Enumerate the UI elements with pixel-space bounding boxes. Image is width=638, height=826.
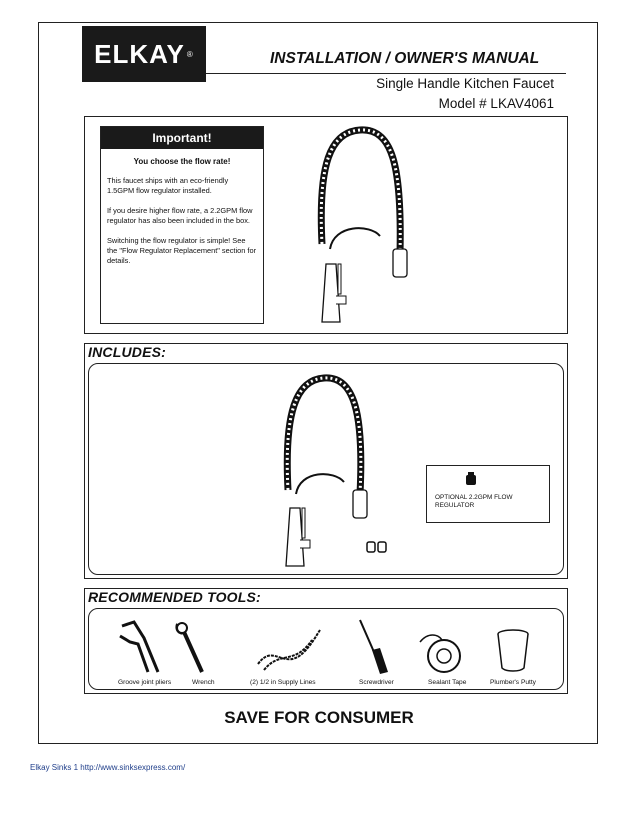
logo-text: ELKAY <box>94 38 185 69</box>
optional-regulator-box <box>426 465 550 523</box>
faucet-illustration <box>300 124 420 324</box>
plumbers-putty-icon <box>496 628 530 672</box>
optional-regulator-label: OPTIONAL 2.2GPM FLOW REGULATOR <box>435 494 513 509</box>
wrench-icon <box>174 620 206 676</box>
tool-label-wrench: Wrench <box>192 679 215 686</box>
tool-label-supply-lines: (2) 1/2 in Supply Lines <box>250 679 316 686</box>
sealant-tape-icon <box>418 630 464 674</box>
logo-mark: ® <box>186 49 194 59</box>
manual-title: INSTALLATION / OWNER'S MANUAL <box>270 50 540 67</box>
important-paragraph-3: Switching the flow regulator is simple! See the "Flow Regulator Replacement" section for details. <box>107 236 257 265</box>
faucet-illustration-included <box>268 372 378 568</box>
fittings-icon <box>366 540 388 554</box>
important-paragraph-1: This faucet ships with an eco-friendly 1.5GPM flow regulator installed. <box>107 176 229 195</box>
important-heading: Important! <box>101 127 263 149</box>
tool-label-plumbers-putty: Plumber's Putty <box>490 679 536 686</box>
elkay-logo <box>82 26 206 82</box>
important-subheading: You choose the flow rate! <box>133 157 231 166</box>
tool-label-screwdriver: Screwdriver <box>359 679 394 686</box>
product-name: Single Handle Kitchen Faucet <box>376 76 554 91</box>
includes-title: INCLUDES: <box>88 344 167 360</box>
pliers-icon <box>118 620 162 676</box>
save-for-consumer: SAVE FOR CONSUMER <box>224 708 414 727</box>
header-rule <box>206 73 566 74</box>
flow-regulator-icon <box>465 472 477 486</box>
important-notice <box>100 126 264 324</box>
supply-lines-icon <box>254 622 324 674</box>
recommended-tools-title: RECOMMENDED TOOLS: <box>88 589 261 605</box>
screwdriver-icon <box>358 618 390 674</box>
tool-label-pliers: Groove joint pliers <box>118 679 172 686</box>
important-paragraph-2: If you desire higher flow rate, a 2.2GPM flow regulator has also been included in the box. <box>107 206 253 225</box>
footer-link[interactable]: Elkay Sinks 1 http://www.sinksexpress.com/ <box>30 763 186 772</box>
tool-label-sealant-tape: Sealant Tape <box>428 679 467 686</box>
model-number: Model # LKAV4061 <box>438 96 554 111</box>
